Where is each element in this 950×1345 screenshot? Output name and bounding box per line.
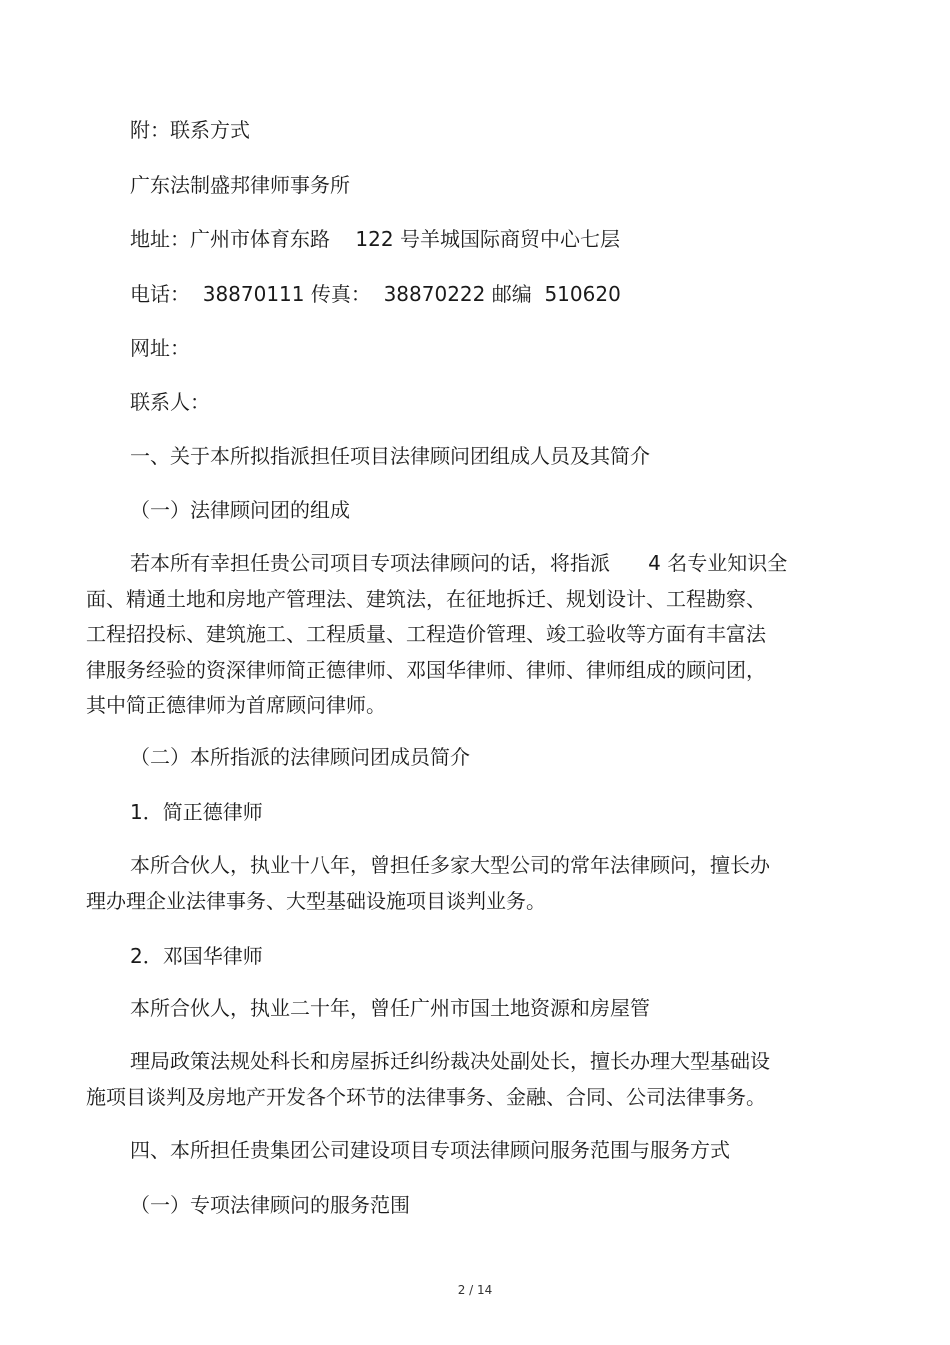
attachment-heading: 附：联系方式 <box>130 118 250 142</box>
paragraph-line: 本所合伙人，执业十八年，曾担任多家大型公司的常年法律顾问，擅长办 <box>130 853 770 877</box>
paragraph-line: 理办理企业法律事务、大型基础设施项目谈判业务。 <box>86 888 546 913</box>
firm-phone-fax-zip: 电话： 38870111 传真： 38870222 邮编 510620 <box>130 282 621 306</box>
section-1-title: 一、关于本所拟指派担任项目法律顾问团组成人员及其简介 <box>130 444 650 468</box>
firm-address: 地址：广州市体育东路 122 号羊城国际商贸中心七层 <box>130 227 620 251</box>
firm-contact: 联系人： <box>130 390 210 414</box>
page-number: 2 / 14 <box>457 1283 493 1297</box>
member-2-description <box>86 1044 826 1115</box>
member-1-title: 1．简正德律师 <box>130 800 263 824</box>
paragraph-line: 面、精通土地和房地产管理法、建筑法，在征地拆迁、规划设计、工程勘察、 <box>86 586 766 611</box>
section-4-title: 四、本所担任贵集团公司建设项目专项法律顾问服务范围与服务方式 <box>130 1138 730 1162</box>
team-composition-paragraph <box>86 546 826 724</box>
firm-website: 网址： <box>130 336 190 360</box>
paragraph-line: 若本所有幸担任贵公司项目专项法律顾问的话，将指派 4 名专业知识全 <box>130 551 788 575</box>
member-2-description-line1: 本所合伙人，执业二十年，曾任广州市国土地资源和房屋管 <box>130 996 650 1020</box>
paragraph-line: 理局政策法规处科长和房屋拆迁纠纷裁决处副处长，擅长办理大型基础设 <box>130 1049 770 1073</box>
section-4-subsection-1-title: （一）专项法律顾问的服务范围 <box>130 1193 410 1217</box>
paragraph-line: 其中简正德律师为首席顾问律师。 <box>86 693 386 717</box>
paragraph-line: 工程招投标、建筑施工、工程质量、工程造价管理、竣工验收等方面有丰富法 <box>86 622 766 646</box>
member-2-title: 2．邓国华律师 <box>130 944 263 968</box>
subsection-1-title: （一）法律顾问团的组成 <box>130 498 350 522</box>
subsection-2-title: （二）本所指派的法律顾问团成员简介 <box>130 745 470 769</box>
member-1-description <box>86 848 826 919</box>
firm-name: 广东法制盛邦律师事务所 <box>130 173 350 197</box>
paragraph-line: 律服务经验的资深律师简正德律师、邓国华律师、律师、律师组成的顾问团， <box>86 657 766 682</box>
paragraph-line: 施项目谈判及房地产开发各个环节的法律事务、金融、合同、公司法律事务。 <box>86 1084 766 1109</box>
